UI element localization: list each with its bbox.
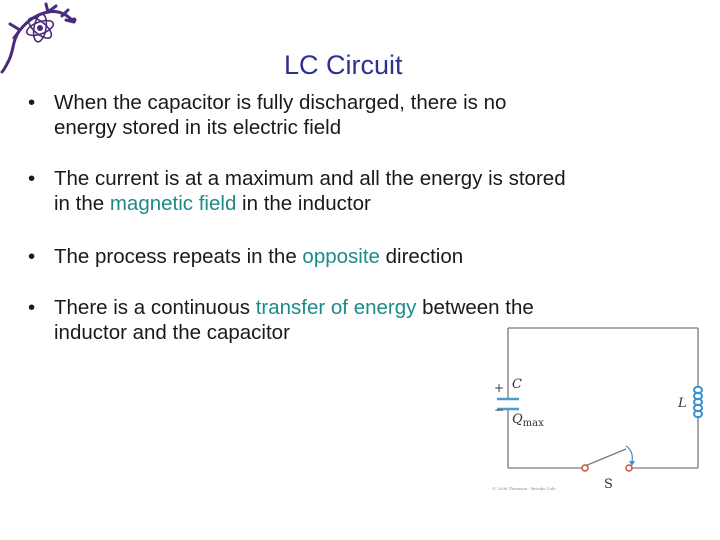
charge-label [512, 412, 544, 429]
charge-symbol: Q [512, 412, 523, 427]
switch-terminal-left [582, 465, 588, 471]
highlighted-phrase: transfer of energy [255, 296, 417, 319]
text-segment: in the inductor [236, 192, 371, 215]
bullet-item [28, 166, 708, 216]
bullet-marker: • [28, 91, 36, 114]
bullet-line [54, 166, 708, 191]
switch-blade [585, 449, 626, 466]
inductor-label: L [678, 396, 687, 411]
bullet-line [54, 295, 708, 320]
text-segment: direction [379, 245, 464, 268]
text-segment: energy stored in its electric field [54, 116, 342, 139]
text-segment: There is a continuous [54, 296, 256, 319]
bullet-line [54, 244, 708, 269]
bullet-item [28, 244, 708, 269]
copyright-note: © 2006 Thomson - Brooks Cole [492, 486, 556, 491]
bullet-line [54, 90, 708, 115]
gecko-atom-logo-icon [0, 0, 80, 74]
inductor-coil-icon [694, 387, 702, 417]
bullet-item [28, 90, 708, 140]
bullet-text [54, 166, 708, 216]
switch-arrow-icon [626, 446, 632, 462]
switch-terminal-right [626, 465, 632, 471]
bullet-text [54, 90, 708, 140]
text-segment: between the [416, 296, 534, 319]
text-segment: The process repeats in the [54, 245, 303, 268]
capacitor-label: C [512, 377, 522, 392]
text-segment: inductor and the capacitor [54, 321, 290, 344]
capacitor-plus-sign: + [494, 381, 505, 395]
bullet-line [54, 115, 708, 140]
bullet-marker: • [28, 245, 36, 268]
switch-label: S [604, 477, 613, 492]
text-segment: in the [54, 192, 110, 215]
lc-circuit-diagram [480, 322, 718, 500]
charge-subscript: max [522, 418, 544, 429]
capacitor-minus-sign: − [494, 403, 505, 417]
bullet-text [54, 244, 708, 269]
highlighted-phrase: opposite [302, 245, 380, 268]
slide-title: LC Circuit [284, 50, 403, 80]
text-segment: When the capacitor is fully discharged, there is no [54, 91, 507, 114]
text-segment: The current is at a maximum and all the energy is stored [54, 167, 566, 190]
bullet-marker: • [28, 167, 36, 190]
highlighted-phrase: magnetic field [109, 192, 237, 215]
bullet-line [54, 191, 708, 216]
bullet-marker: • [28, 296, 36, 319]
